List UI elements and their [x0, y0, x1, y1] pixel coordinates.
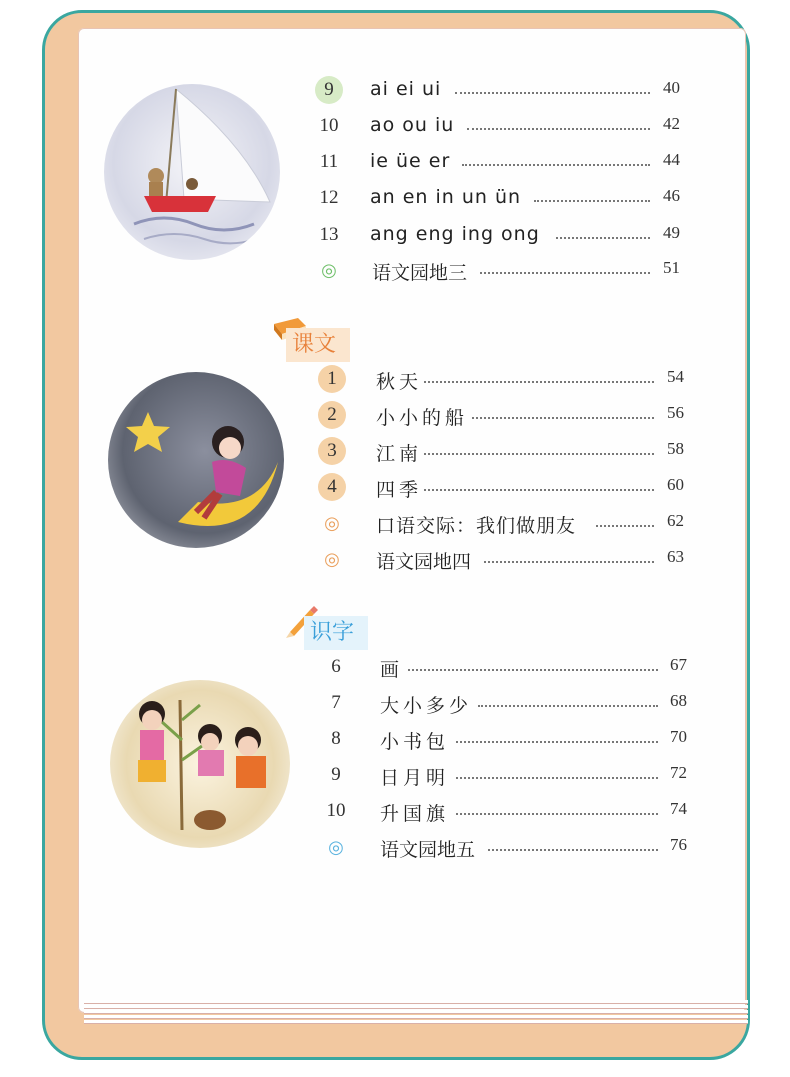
page-number: 58 [667, 439, 684, 458]
lesson-number: 9 [315, 76, 343, 104]
page-number: 76 [670, 835, 687, 854]
page-number: 60 [667, 475, 684, 494]
toc-entry[interactable] [0, 76, 790, 106]
page-number: 70 [670, 727, 687, 746]
lesson-title: ie üe er [370, 150, 451, 172]
lesson-title: 升国旗 [380, 803, 450, 825]
page-edges [84, 1000, 748, 1028]
lesson-title: 画 [380, 659, 404, 681]
lesson-number: 2 [318, 401, 346, 429]
lesson-number: 6 [331, 656, 341, 677]
dot-leader [424, 489, 654, 491]
lesson-number: 12 [319, 187, 339, 208]
toc-entry[interactable] [0, 437, 790, 467]
toc-entry[interactable] [0, 833, 790, 863]
toc-entry[interactable] [0, 365, 790, 395]
review-ring-icon: ◎ [321, 260, 337, 280]
lesson-title: 口语交际：我们做朋友 [376, 515, 577, 537]
review-ring-icon: ◎ [328, 837, 344, 857]
toc-entry[interactable] [0, 221, 790, 251]
lesson-title: 小小的船 [376, 407, 469, 429]
dot-leader [462, 164, 650, 166]
dot-leader [424, 381, 654, 383]
toc-entry[interactable] [0, 148, 790, 178]
lesson-number: 4 [318, 473, 346, 501]
toc-entry[interactable] [0, 545, 790, 575]
lesson-number: 8 [331, 728, 341, 749]
section-heading-kewen [270, 316, 390, 357]
section-heading-shizi [284, 604, 404, 645]
page-number: 40 [663, 78, 680, 97]
dot-leader [534, 200, 650, 202]
toc-entry[interactable] [0, 112, 790, 142]
lesson-title: 语文园地五 [380, 839, 476, 861]
lesson-title: 语文园地四 [376, 551, 472, 573]
lesson-number: 10 [326, 800, 346, 821]
toc-entry[interactable] [0, 256, 790, 286]
lesson-title: ao ou iu [370, 114, 455, 136]
dot-leader [480, 272, 650, 274]
toc-entry[interactable] [0, 761, 790, 791]
lesson-number: 11 [319, 151, 339, 172]
review-ring-icon: ◎ [324, 513, 340, 533]
toc-entry[interactable] [0, 473, 790, 503]
lesson-title: ai ei ui [370, 78, 442, 100]
toc-entry[interactable] [0, 184, 790, 214]
toc-entry[interactable] [0, 689, 790, 719]
dot-leader [456, 777, 658, 779]
page-number: 54 [667, 367, 684, 386]
lesson-title: 语文园地三 [372, 262, 468, 284]
toc-entry[interactable] [0, 509, 790, 539]
dot-leader [424, 453, 654, 455]
page-number: 44 [663, 150, 680, 169]
lesson-number: 7 [331, 692, 341, 713]
lesson-title: 小书包 [380, 731, 450, 753]
dot-leader [456, 741, 658, 743]
lesson-title: 大小多少 [380, 695, 473, 717]
toc-entry[interactable] [0, 725, 790, 755]
lesson-number: 13 [319, 224, 339, 245]
dot-leader [455, 92, 650, 94]
dot-leader [596, 525, 654, 527]
page-number: 63 [667, 547, 684, 566]
page-number: 72 [670, 763, 687, 782]
page-number: 51 [663, 258, 680, 277]
page-number: 46 [663, 186, 680, 205]
toc-entry[interactable] [0, 401, 790, 431]
section-heading-label: 识字 [304, 616, 368, 650]
lesson-title: 江南 [376, 443, 423, 465]
toc-entry[interactable] [0, 797, 790, 827]
dot-leader [556, 237, 650, 239]
section-heading-label: 课文 [286, 328, 350, 362]
lesson-title: 秋天 [376, 371, 423, 393]
review-ring-icon: ◎ [324, 549, 340, 569]
page-number: 49 [663, 223, 680, 242]
dot-leader [456, 813, 658, 815]
dot-leader [488, 849, 658, 851]
lesson-title: an en in un ün [370, 186, 522, 208]
page-number: 42 [663, 114, 680, 133]
page-number: 68 [670, 691, 687, 710]
dot-leader [408, 669, 658, 671]
dot-leader [467, 128, 650, 130]
page-number: 67 [670, 655, 687, 674]
lesson-number: 3 [318, 437, 346, 465]
lesson-number: 1 [318, 365, 346, 393]
dot-leader [472, 417, 654, 419]
lesson-title: ang eng ing ong [370, 223, 540, 245]
lesson-title: 日月明 [380, 767, 450, 789]
dot-leader [484, 561, 654, 563]
page-number: 74 [670, 799, 687, 818]
dot-leader [478, 705, 658, 707]
page-number: 62 [667, 511, 684, 530]
page-number: 56 [667, 403, 684, 422]
lesson-number: 9 [331, 764, 341, 785]
lesson-number: 10 [319, 115, 339, 136]
toc-entry[interactable] [0, 653, 790, 683]
lesson-title: 四季 [376, 479, 423, 501]
